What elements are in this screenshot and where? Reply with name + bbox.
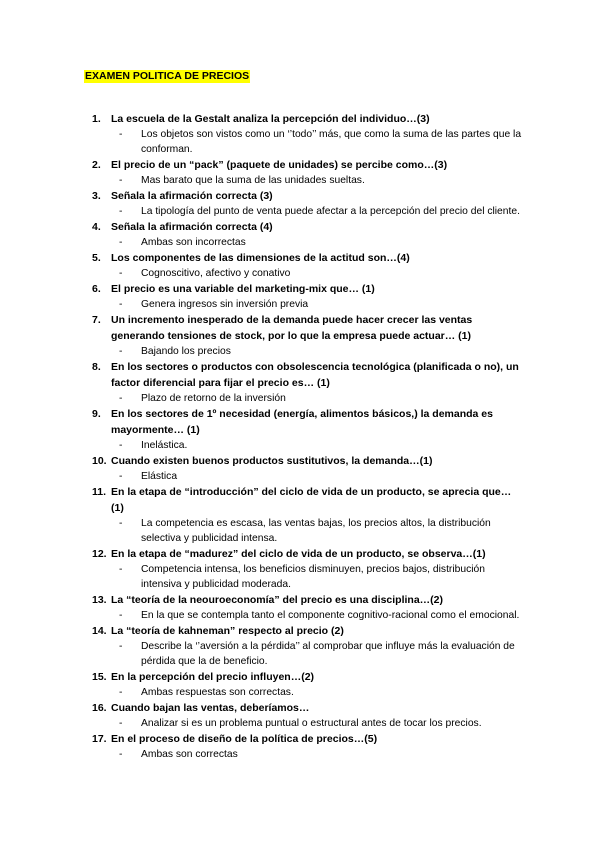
answer-item <box>119 438 524 453</box>
question-number: 4. <box>92 221 101 233</box>
dash-bullet-icon: - <box>119 237 123 248</box>
answer-text: Los objetos son vistos como un ‘’todo’’ más, que como la suma de las partes que la conforman. <box>141 129 522 155</box>
question-text: En los sectores o productos con obsolescencia tecnológica (planificada o no), un factor diferencial para fijar el precio es… (1) <box>111 361 519 389</box>
question-number: 16. <box>92 702 107 714</box>
question-number: 10. <box>92 455 107 467</box>
question-text: En la percepción del precio influyen…(2) <box>111 671 315 683</box>
question-text: En los sectores de 1º necesidad (energía, alimentos básicos,) la demanda es mayormente… (1) <box>111 408 493 436</box>
answer-text: Bajando los precios <box>141 346 231 357</box>
question-number: 17. <box>92 733 107 745</box>
answer-item <box>119 747 524 762</box>
question-number: 2. <box>92 159 101 171</box>
question-number: 5. <box>92 252 101 264</box>
question-number: 6. <box>92 283 101 295</box>
answer-item <box>119 608 524 623</box>
question-item <box>92 188 524 204</box>
question-item <box>92 453 524 469</box>
question-text: En la etapa de “madurez” del ciclo de vida de un producto, se observa…(1) <box>111 548 486 560</box>
question-text: Señala la afirmación correcta (4) <box>111 221 273 233</box>
dash-bullet-icon: - <box>119 641 123 652</box>
dash-bullet-icon: - <box>119 749 123 760</box>
question-text: La “teoría de la neouroeconomía” del precio es una disciplina…(2) <box>111 594 443 606</box>
question-number: 3. <box>92 190 101 202</box>
answer-item <box>119 562 524 592</box>
question-text: Señala la afirmación correcta (3) <box>111 190 273 202</box>
question-item <box>92 281 524 297</box>
question-list <box>92 111 524 762</box>
question-item <box>92 250 524 266</box>
question-item <box>92 700 524 716</box>
answer-text: En la que se contempla tanto el componente cognitivo-racional como el emocional. <box>141 610 520 621</box>
answer-item <box>119 344 524 359</box>
question-text: En el proceso de diseño de la política de precios…(5) <box>111 733 378 745</box>
answer-item <box>119 391 524 406</box>
answer-item <box>119 639 524 669</box>
dash-bullet-icon: - <box>119 518 123 529</box>
answer-item <box>119 685 524 700</box>
question-item <box>92 406 524 438</box>
question-text: Los componentes de las dimensiones de la actitud son…(4) <box>111 252 410 264</box>
dash-bullet-icon: - <box>119 687 123 698</box>
question-item <box>92 157 524 173</box>
answer-text: La tipología del punto de venta puede afectar a la percepción del precio del cliente. <box>141 206 520 217</box>
question-text: En la etapa de “introducción” del ciclo de vida de un producto, se aprecia que… (1) <box>111 486 512 514</box>
dash-bullet-icon: - <box>119 393 123 404</box>
question-item <box>92 359 524 391</box>
answer-item <box>119 173 524 188</box>
answer-item <box>119 235 524 250</box>
dash-bullet-icon: - <box>119 129 123 140</box>
dash-bullet-icon: - <box>119 564 123 575</box>
answer-item <box>119 127 524 157</box>
answer-text: Genera ingresos sin inversión previa <box>141 299 309 310</box>
question-text: El precio de un “pack” (paquete de unidades) se percibe como…(3) <box>111 159 448 171</box>
question-item <box>92 484 524 516</box>
answer-text: Ambas respuestas son correctas. <box>141 687 294 698</box>
question-text: Un incremento inesperado de la demanda puede hacer crecer las ventas generando tensiones de stock, por lo que la empresa puede actuar… (1) <box>111 314 473 342</box>
question-item <box>92 111 524 127</box>
question-number: 14. <box>92 625 107 637</box>
answer-text: Ambas son incorrectas <box>141 237 246 248</box>
dash-bullet-icon: - <box>119 299 123 310</box>
dash-bullet-icon: - <box>119 206 123 217</box>
answer-item <box>119 516 524 546</box>
answer-text: Plazo de retorno de la inversión <box>141 393 286 404</box>
dash-bullet-icon: - <box>119 718 123 729</box>
answer-text: Ambas son correctas <box>141 749 238 760</box>
answer-text: Competencia intensa, los beneficios disminuyen, precios bajos, distribución intensiva y publicidad moderada. <box>141 564 485 590</box>
dash-bullet-icon: - <box>119 268 123 279</box>
answer-text: Mas barato que la suma de las unidades sueltas. <box>141 175 365 186</box>
question-item <box>92 669 524 685</box>
question-number: 9. <box>92 408 101 420</box>
question-number: 7. <box>92 314 101 326</box>
answer-item <box>119 266 524 281</box>
question-number: 12. <box>92 548 107 560</box>
answer-text: Analizar si es un problema puntual o estructural antes de tocar los precios. <box>141 718 482 729</box>
question-text: Cuando existen buenos productos sustitutivos, la demanda…(1) <box>111 455 433 467</box>
dash-bullet-icon: - <box>119 471 123 482</box>
answer-text: Cognoscitivo, afectivo y conativo <box>141 268 291 279</box>
question-number: 15. <box>92 671 107 683</box>
question-number: 11. <box>92 486 107 498</box>
dash-bullet-icon: - <box>119 610 123 621</box>
question-item <box>92 623 524 639</box>
answer-item <box>119 204 524 219</box>
question-text: La “teoría de kahneman” respecto al precio (2) <box>111 625 344 637</box>
answer-item <box>119 716 524 731</box>
question-item <box>92 312 524 344</box>
answer-text: La competencia es escasa, las ventas bajas, los precios altos, la distribución selectiva y publicidad intensa. <box>141 518 491 544</box>
answer-text: Inelástica. <box>141 440 188 451</box>
question-item <box>92 731 524 747</box>
question-text: Cuando bajan las ventas, deberíamos… <box>111 702 310 714</box>
answer-item <box>119 297 524 312</box>
question-item <box>92 546 524 562</box>
question-item <box>92 592 524 608</box>
dash-bullet-icon: - <box>119 346 123 357</box>
answer-text: Describe la ‘’aversión a la pérdida’’ al comprobar que influye más la evaluación de pérdida que la de beneficio. <box>141 641 515 667</box>
dash-bullet-icon: - <box>119 440 123 451</box>
question-text: El precio es una variable del marketing-mix que… (1) <box>111 283 375 295</box>
answer-item <box>119 469 524 484</box>
question-number: 8. <box>92 361 101 373</box>
dash-bullet-icon: - <box>119 175 123 186</box>
question-text: La escuela de la Gestalt analiza la percepción del individuo…(3) <box>111 113 430 125</box>
question-number: 13. <box>92 594 107 606</box>
question-item <box>92 219 524 235</box>
question-number: 1. <box>92 113 101 125</box>
page-title: EXAMEN POLITICA DE PRECIOS <box>85 70 250 82</box>
answer-text: Elástica <box>141 471 178 482</box>
